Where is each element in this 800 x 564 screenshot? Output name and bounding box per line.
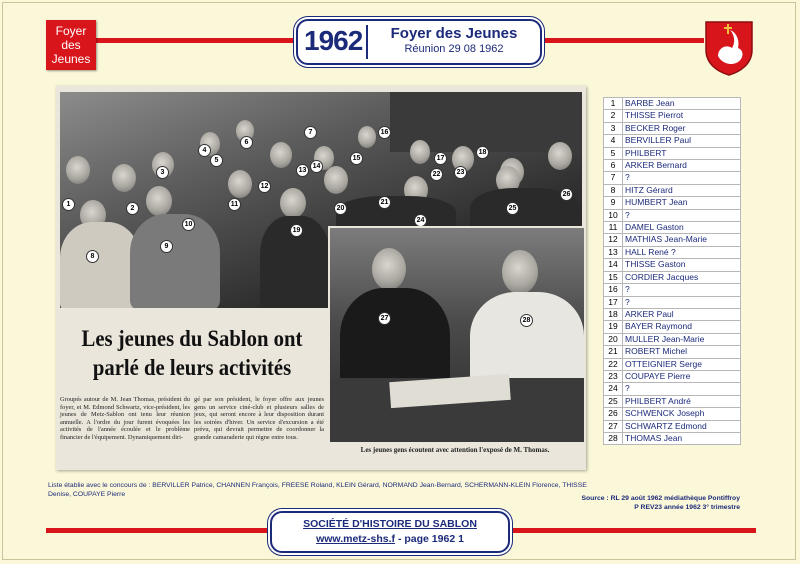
person-name: MULLER Jean-Marie	[623, 333, 741, 345]
row-number: 13	[604, 246, 623, 258]
row-number: 18	[604, 308, 623, 320]
row-number: 7	[604, 172, 623, 184]
row-number: 3	[604, 122, 623, 134]
headline-line: Les jeunes du Sablon ont	[81, 326, 303, 351]
table-row	[604, 98, 741, 110]
person-name: SCHWENCK Joseph	[623, 408, 741, 420]
face	[410, 140, 430, 164]
coat-of-arms-icon	[704, 20, 754, 76]
photo-number: 15	[350, 152, 363, 165]
row-number: 8	[604, 184, 623, 196]
face	[502, 250, 538, 294]
face	[548, 142, 572, 170]
person-name: BAYER Raymond	[623, 321, 741, 333]
photo-number: 17	[434, 152, 447, 165]
person-name: ROBERT Michel	[623, 346, 741, 358]
photo-number: 23	[454, 166, 467, 179]
table-row	[604, 259, 741, 271]
row-number: 24	[604, 383, 623, 395]
article-column-1: Groupés autour de M. Jean Thomas, président du foyer, et M. Edmond Schwartz, vice-président, les jeunes de Metz-Sablon ont tenu leur réunion annuelle. A l'ordre du jour furent évoquées les activités de l'année écoulée et le problème financier de l'équipement. Dynamiquement diri-	[60, 396, 190, 441]
person-name: HALL René ?	[623, 246, 741, 258]
row-number: 28	[604, 432, 623, 444]
person-name: THISSE Pierrot	[623, 110, 741, 122]
year-label: 1962	[304, 25, 363, 56]
face	[228, 170, 252, 198]
header-line-left	[96, 38, 296, 43]
table-row	[604, 160, 741, 172]
photo-number: 10	[182, 218, 195, 231]
table-row	[604, 408, 741, 420]
row-number: 27	[604, 420, 623, 432]
person-name: COUPAYE Pierre	[623, 370, 741, 382]
table-row	[604, 122, 741, 134]
table-row	[604, 333, 741, 345]
table-row	[604, 358, 741, 370]
person-name: DAMEL Gaston	[623, 222, 741, 234]
table-row	[604, 284, 741, 296]
person-name: THOMAS Jean	[623, 432, 741, 444]
names-table	[603, 97, 741, 445]
person-name: BECKER Roger	[623, 122, 741, 134]
figure	[60, 222, 140, 308]
foyer-badge	[46, 20, 96, 70]
badge-line: Foyer	[55, 24, 87, 38]
photo-number: 11	[228, 198, 241, 211]
table-row	[604, 395, 741, 407]
person-name: ARKER Paul	[623, 308, 741, 320]
face	[358, 126, 376, 148]
face	[66, 156, 90, 184]
face	[372, 248, 406, 290]
person-name: BERVILLER Paul	[623, 135, 741, 147]
contributors-note: Liste établie avec le concours de : BERVILLER Patrice, CHANNEN François, FREESE Roland, KLEIN Gérard, NORMAND Jean-Bernard, SCHERMANN-KLEIN Florence, THISSE Denise, COUPAYE Pierre	[48, 482, 587, 498]
row-number: 20	[604, 333, 623, 345]
row-number: 5	[604, 147, 623, 159]
person-name: OTTEIGNIER Serge	[623, 358, 741, 370]
row-number: 9	[604, 197, 623, 209]
table-row	[604, 346, 741, 358]
table-row	[604, 110, 741, 122]
source-line: P REV23 année 1962 3° trimestre	[634, 504, 740, 511]
photo-number: 6	[240, 136, 253, 149]
page-title: Foyer des Jeunes	[390, 25, 518, 42]
meeting-photo	[328, 226, 586, 444]
footer-link-line	[272, 533, 508, 545]
photo-number: 8	[86, 250, 99, 263]
person-name: SCHWARTZ Edmond	[623, 420, 741, 432]
table-row	[604, 197, 741, 209]
table-row	[604, 184, 741, 196]
photo-number: 12	[258, 180, 271, 193]
footer-line-left	[46, 528, 270, 533]
photo-number: 22	[430, 168, 443, 181]
source-line: Source : RL 29 août 1962 médiathèque Pontiffroy	[581, 495, 740, 502]
photo-number: 3	[156, 166, 169, 179]
person-name: THISSE Gaston	[623, 259, 741, 271]
face	[280, 188, 306, 218]
title-box	[296, 19, 542, 65]
header-line-right	[542, 38, 704, 43]
row-number: 14	[604, 259, 623, 271]
table-row	[604, 271, 741, 283]
person-name: PHILBERT André	[623, 395, 741, 407]
footer-line-right	[510, 528, 756, 533]
row-number: 23	[604, 370, 623, 382]
row-number: 15	[604, 271, 623, 283]
face	[146, 186, 172, 216]
person-name: MATHIAS Jean-Marie	[623, 234, 741, 246]
row-number: 25	[604, 395, 623, 407]
photo-number: 27	[378, 312, 391, 325]
table-row	[604, 383, 741, 395]
photo-number: 19	[290, 224, 303, 237]
row-number: 17	[604, 296, 623, 308]
headline-line: parlé de leurs activités	[92, 355, 292, 380]
person-name: PHILBERT	[623, 147, 741, 159]
newspaper-clipping	[56, 86, 586, 470]
table-row	[604, 135, 741, 147]
row-number: 26	[604, 408, 623, 420]
row-number: 22	[604, 358, 623, 370]
person-name: ?	[623, 383, 741, 395]
page-subtitle: Réunion 29 08 1962	[404, 43, 504, 55]
face	[112, 164, 136, 192]
photo-number: 20	[334, 202, 347, 215]
row-number: 21	[604, 346, 623, 358]
badge-line: Jeunes	[51, 52, 91, 66]
photo-number: 26	[560, 188, 573, 201]
face	[324, 166, 348, 194]
article-headline	[70, 324, 315, 382]
row-number: 16	[604, 284, 623, 296]
photo-number: 25	[506, 202, 519, 215]
footer-box	[270, 511, 510, 553]
row-number: 4	[604, 135, 623, 147]
table-row	[604, 420, 741, 432]
photo-number: 14	[310, 160, 323, 173]
person-name: ?	[623, 296, 741, 308]
table-row	[604, 296, 741, 308]
table-row	[604, 308, 741, 320]
row-number: 12	[604, 234, 623, 246]
photo-number: 16	[378, 126, 391, 139]
table-row	[604, 321, 741, 333]
row-number: 6	[604, 160, 623, 172]
table-row	[604, 234, 741, 246]
row-number: 2	[604, 110, 623, 122]
title-divider	[366, 25, 368, 59]
photo-number: 2	[126, 202, 139, 215]
table-row	[604, 222, 741, 234]
photo-number: 21	[378, 196, 391, 209]
photo-caption: Les jeunes gens écoutent avec attention l'exposé de M. Thomas.	[360, 446, 550, 454]
table-row	[604, 209, 741, 221]
person-name: ARKER Bernard	[623, 160, 741, 172]
person-name: ?	[623, 172, 741, 184]
photo-number: 5	[210, 154, 223, 167]
person-name: HUMBERT Jean	[623, 197, 741, 209]
figure	[130, 214, 220, 308]
society-name: SOCIÉTÉ D'HISTOIRE DU SABLON	[303, 518, 477, 530]
photo-number: 9	[160, 240, 173, 253]
face	[270, 142, 292, 168]
source-note	[560, 494, 740, 512]
row-number: 10	[604, 209, 623, 221]
photo-number: 18	[476, 146, 489, 159]
person-name: CORDIER Jacques	[623, 271, 741, 283]
row-number: 1	[604, 98, 623, 110]
badge-line: des	[61, 38, 81, 52]
person-name: ?	[623, 284, 741, 296]
table-row	[604, 172, 741, 184]
table-row	[604, 370, 741, 382]
article-column-2: gé par son président, le foyer offre aux jeunes gens un service ciné-club et plusieurs salles de jeux, qui seront encore à leur disposition durant les soirées d'hiver. Un service d'excursion a été prévu, qui devrait permettre de coordonner la grande camaraderie qui règne entre tous.	[194, 396, 324, 441]
photo-number: 4	[198, 144, 211, 157]
photo-number: 24	[414, 214, 427, 227]
table-row	[604, 147, 741, 159]
row-number: 11	[604, 222, 623, 234]
person-name: BARBE Jean	[623, 98, 741, 110]
photo-number: 28	[520, 314, 533, 327]
table-row	[604, 432, 741, 444]
row-number: 19	[604, 321, 623, 333]
website-link[interactable]: www.metz-shs.f	[316, 533, 396, 545]
table-row	[604, 246, 741, 258]
photo-number: 13	[296, 164, 309, 177]
person-name: ?	[623, 209, 741, 221]
photo-number: 7	[304, 126, 317, 139]
photo-number: 1	[62, 198, 75, 211]
page-number: - page 1962 1	[395, 533, 464, 545]
person-name: HITZ Gérard	[623, 184, 741, 196]
